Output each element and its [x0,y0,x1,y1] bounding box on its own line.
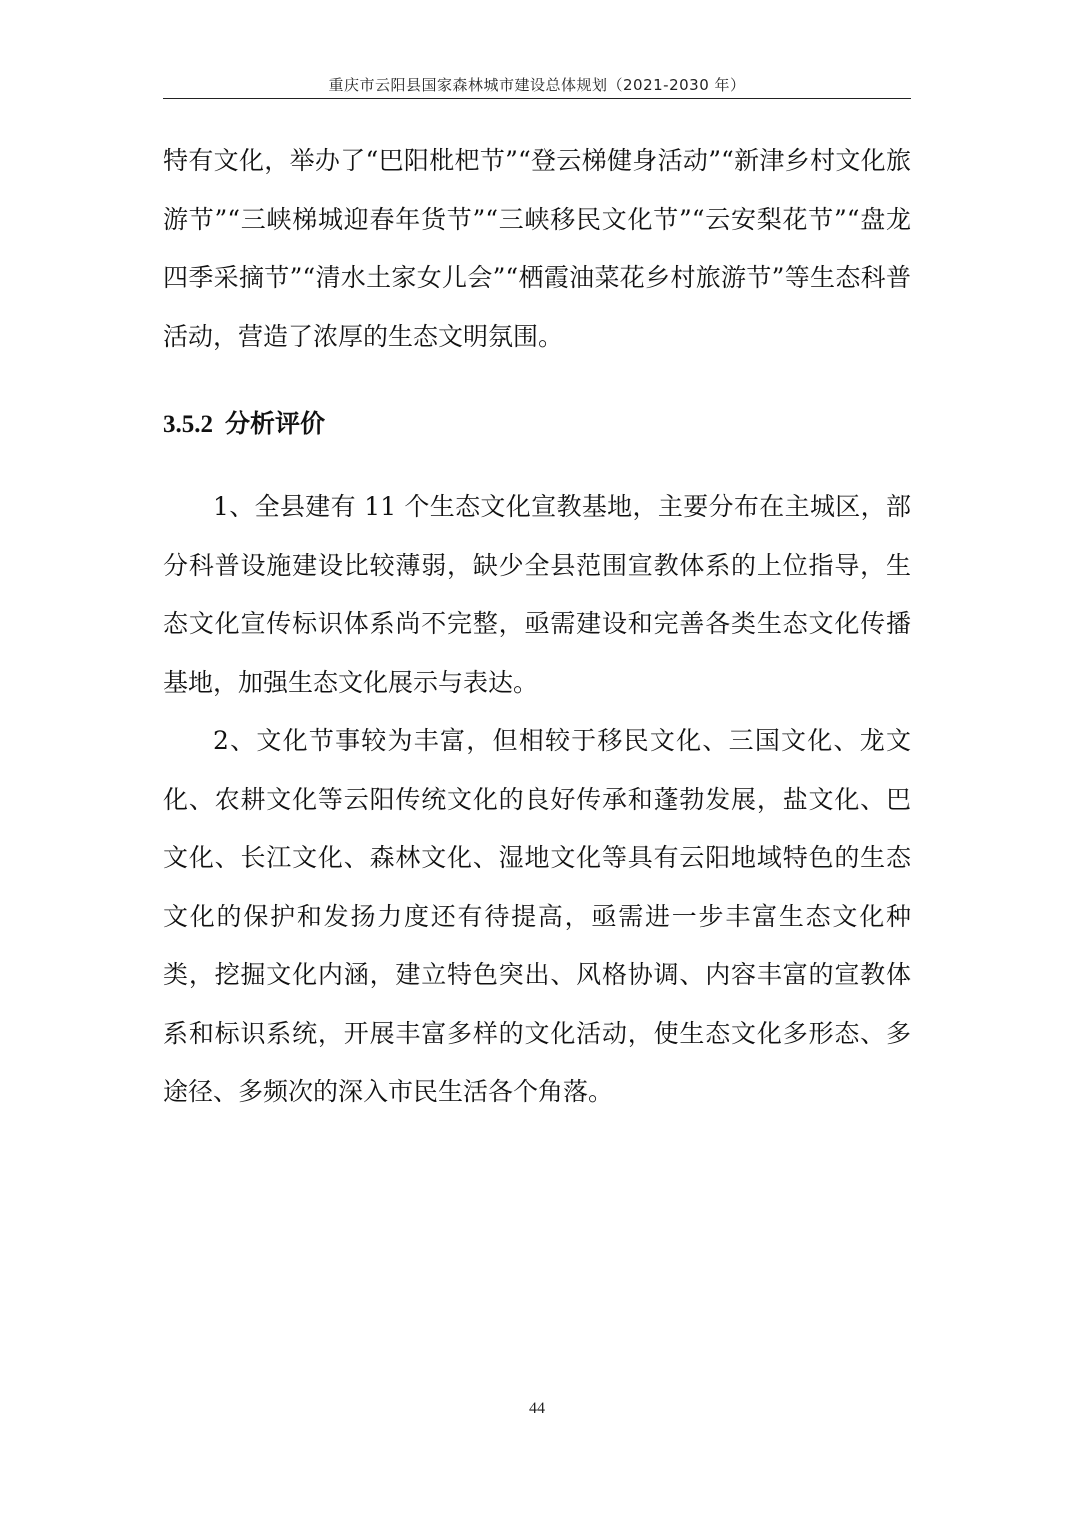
paragraph-1: 1、全县建有 11 个生态文化宣教基地，主要分布在主城区，部分科普设施建设比较薄弱，缺少全县范围宣教体系的上位指导，生态文化宣传标识体系尚不完整，亟需建设和完善各类生态文化传播基地，加强生态文化展示与表达。 [163,492,911,697]
section-number: 3.5.2 [163,411,213,438]
section-heading [163,404,325,445]
section-title: 分析评价 [225,409,326,438]
page-number: 44 [529,1400,545,1417]
paragraph-2: 2、文化节事较为丰富，但相较于移民文化、三国文化、龙文化、农耕文化等云阳传统文化的良好传承和蓬勃发展，盐文化、巴文化、长江文化、森林文化、湿地文化等具有云阳地域特色的生态文化的保护和发扬力度还有待提高，亟需进一步丰富生态文化种类，挖掘文化内涵，建立特色突出、风格协调、内容丰富的宣教体系和标识系统，开展丰富多样的文化活动，使生态文化多形态、多途径、多频次的深入市民生活各个角落。 [163,726,911,1106]
running-header: 重庆市云阳县国家森林城市建设总体规划（2021-2030 年） [328,76,746,94]
header-divider [163,98,911,99]
paragraph-continued: 特有文化，举办了“巴阳枇杷节”“登云梯健身活动”“新津乡村文化旅游节”“三峡梯城迎春年货节”“三峡移民文化节”“云安梨花节”“盘龙四季采摘节”“清水土家女儿会”“栖霞油菜花乡村旅游节”等生态科普活动，营造了浓厚的生态文明氛围。 [163,146,911,351]
